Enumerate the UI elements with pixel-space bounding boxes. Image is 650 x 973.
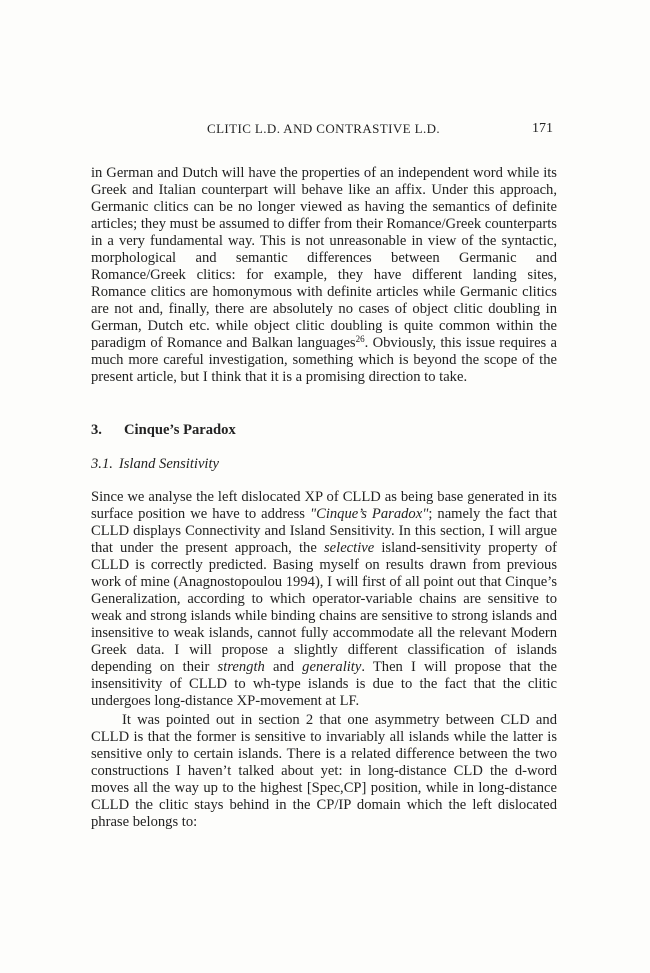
section-number: 3. [91,422,102,438]
paragraph-text: . Obviously, this issue requires a much more careful investigation, something which is beyond the scope of the present article, but I think that it is a promising direction to take. [91,335,558,385]
italic-term-strength: strength [217,659,265,675]
paragraph-text: Since we analyse the left dislocated XP of CLLD as being base generated in its surface position we have to address [91,489,557,522]
section-title: Cinque’s Paradox [124,422,236,438]
body-paragraph-2 [91,489,557,710]
body-paragraph-3: It was pointed out in section 2 that one asymmetry between CLD and CLLD is that the former is sensitive to invariably all islands while the latter is sensitive only to certain islands. There is a related difference between the two constructions I haven’t talked about yet: in long-distance CLD the d-word moves all the way up to the highest [Spec,CP] position, while in long-distance CLLD the clitic stays behind in the CP/IP domain which the left dislocated phrase belongs to: [91,712,557,830]
body-paragraph-1 [91,165,557,386]
italic-term-cinques-paradox: "Cinque’s Paradox" [309,506,429,522]
paragraph-text: . Then I will propose that the insensitivity of CLLD to wh-type islands is due to the fact that the clitic undergoes long-distance XP-movement at LF. [91,659,557,709]
paragraph-text: ; namely the fact that CLLD displays Connectivity and Island Sensitivity. In this section, I will argue that under the present approach, the [91,506,558,556]
subsection-number: 3.1. [91,456,113,472]
section-heading [91,422,236,439]
italic-term-selective: selective [323,540,375,556]
paragraph-text: in German and Dutch will have the properties of an independent word while its Greek and Italian counterpart will behave like an affix. Under this approach, Germanic clitics can be no longer viewed as having the semantics of definite articles; they must be assumed to differ from their Romance/Greek counterparts in a very fundamental way. This is not unreasonable in view of the syntactic, morphological and semantic differences between Germanic and Romance/Greek clitics: for example, they have different landing sites, Romance clitics are homonymous with definite articles while Germanic clitics are not and, finally, there are absolutely no cases of object clitic doubling in German, Dutch etc. while object clitic doubling is quite common within the paradigm of Romance and Balkan languages [91,165,557,351]
italic-term-generality: generality [302,659,362,675]
footnote-ref-26[interactable]: 26 [355,334,365,344]
paragraph-text: island-sensitivity property of CLLD is correctly predicted. Basing myself on results drawn from previous work of mine (Anagnostopoulou 1994), I will first of all point out that Cinque’s Generalization, according to which operator-variable chains are sensitive to weak and strong islands while binding chains are sensitive to strong islands and insensitive to weak islands, cannot fully accommodate all the relevant Modern Greek data. I will propose a slightly different classification of islands depending on their [91,540,557,675]
subsection-heading [91,456,219,473]
page-number: 171 [532,121,553,136]
running-head: CLITIC L.D. AND CONTRASTIVE L.D. [207,121,441,136]
subsection-title: Island Sensitivity [118,456,220,472]
paragraph-text: and [264,659,303,675]
